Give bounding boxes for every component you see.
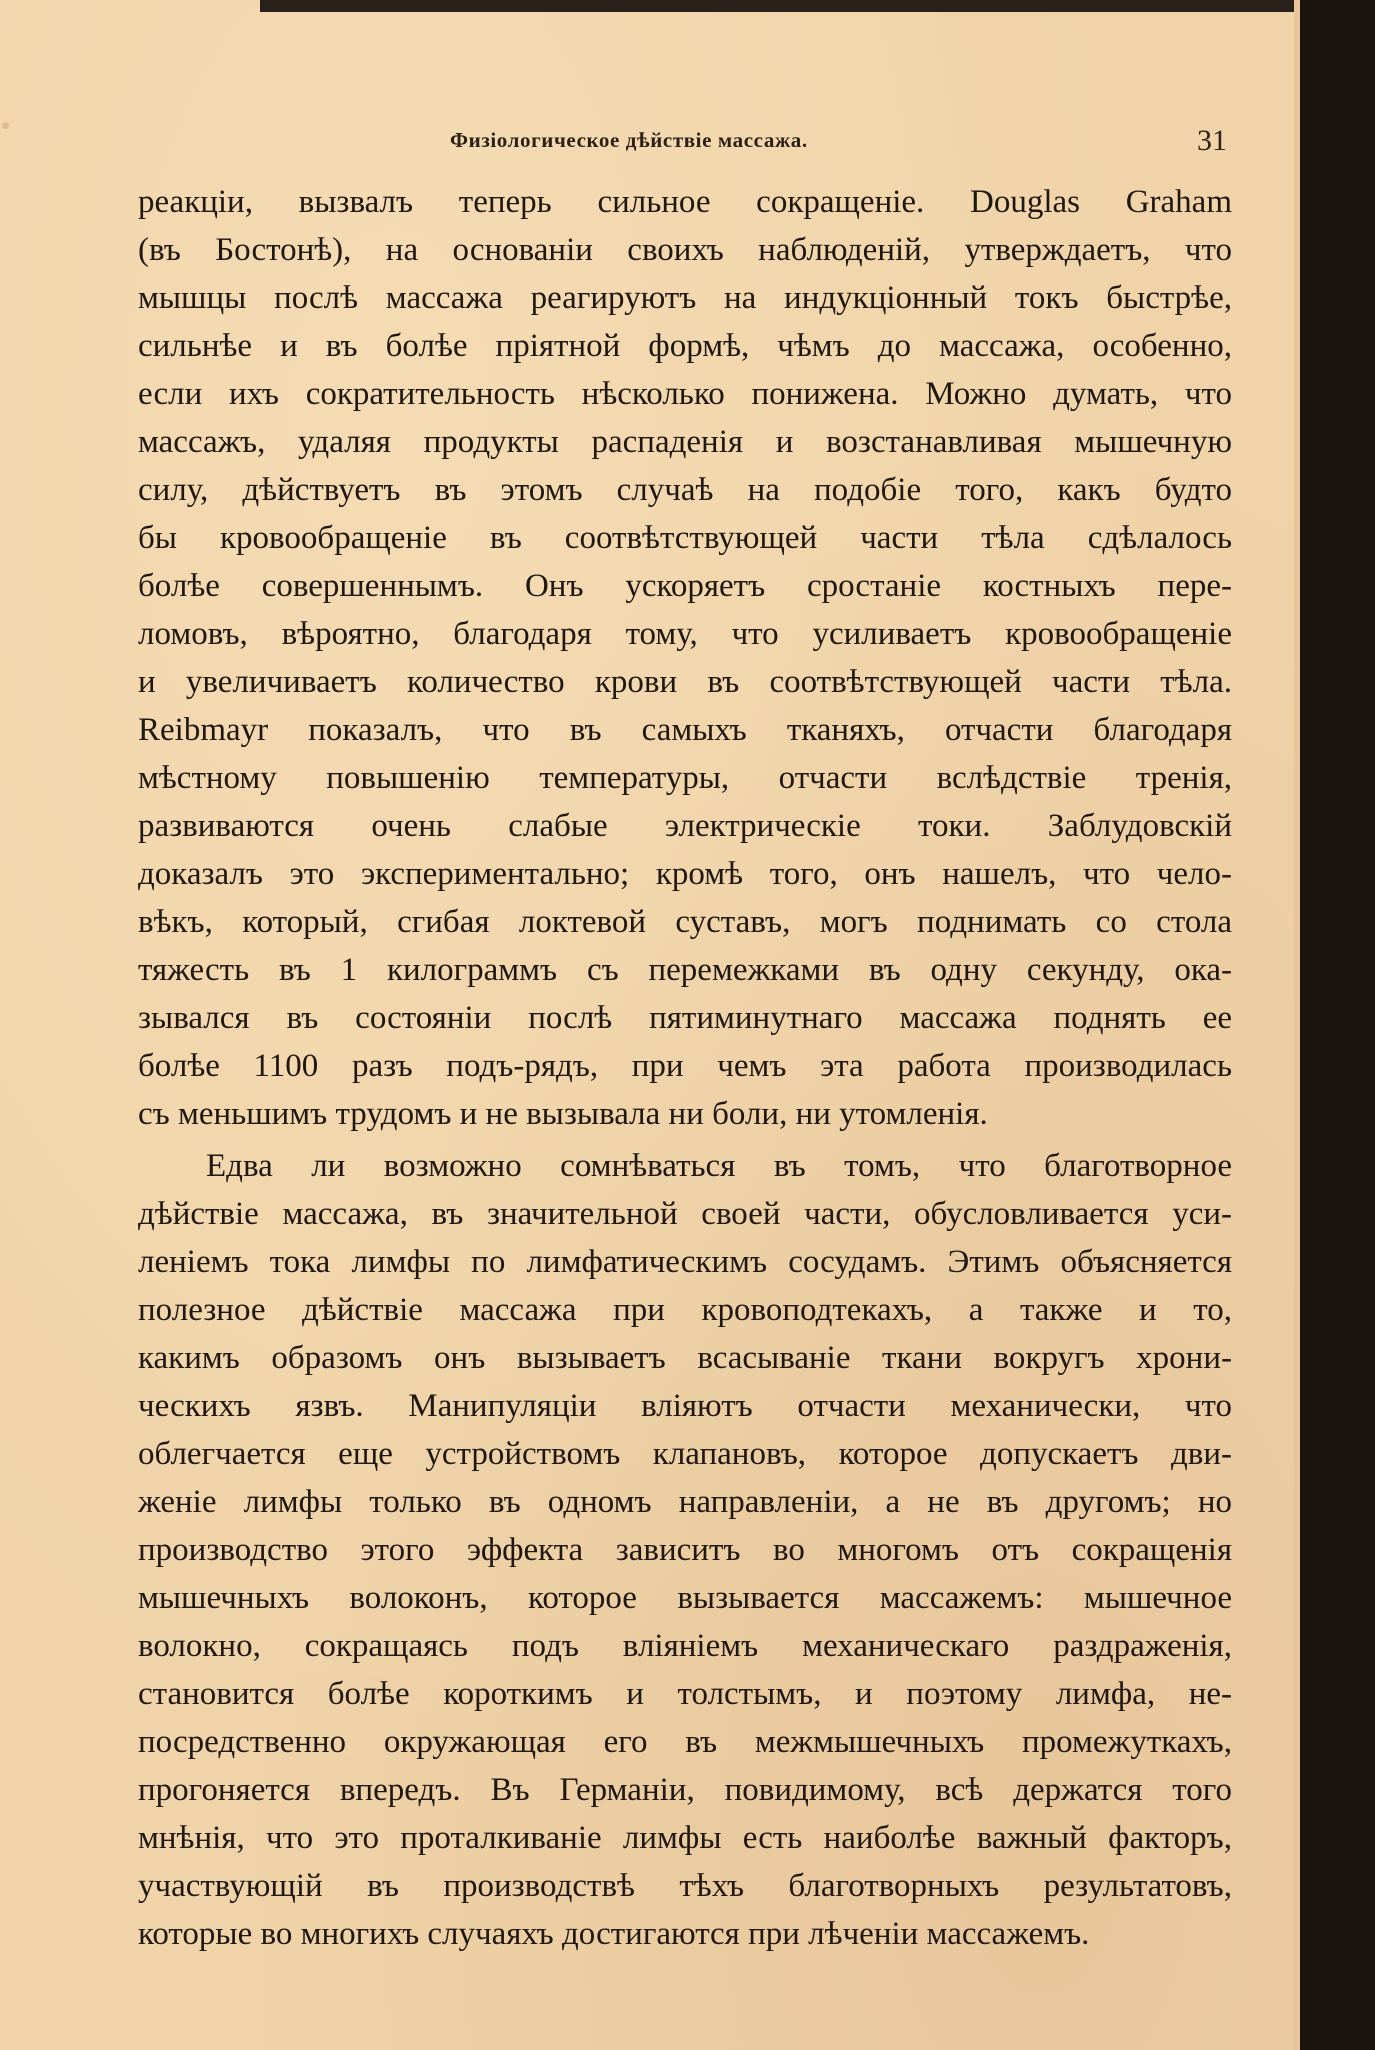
text-line: полезное дѣйствiе массажа при кровоподтекахъ, а также и то, <box>138 1292 1232 1328</box>
text-line: ленiемъ тока лимфы по лимфатическимъ сосудамъ. Этимъ объясняется <box>138 1244 1232 1280</box>
text-line: какимъ образомъ онъ вызываетъ всасыванiе ткани вокругъ хрони- <box>138 1340 1232 1376</box>
text-line: женiе лимфы только въ одномъ направленiи, а не въ другомъ; но <box>138 1484 1232 1520</box>
text-line: мышечныхъ волоконъ, которое вызывается массажемъ: мышечное <box>138 1580 1232 1616</box>
body-text <box>138 178 1232 1958</box>
text-line: участвующiй въ производствѣ тѣхъ благотворныхъ результатовъ, <box>138 1868 1232 1904</box>
text-line: тяжесть въ 1 килограммъ съ перемежками въ одну секунду, ока- <box>138 952 1232 988</box>
text-line: вѣкъ, который, сгибая локтевой суставъ, могъ поднимать со стола <box>138 904 1232 940</box>
text-line: Reibmayr показалъ, что въ самыхъ тканяхъ, отчасти благодаря <box>138 712 1232 748</box>
text-line: реакцiи, вызвалъ теперь сильное сокращенiе. Douglas Graham <box>138 184 1232 220</box>
text-line: сильнѣе и въ болѣе прiятной формѣ, чѣмъ до массажа, особенно, <box>138 328 1232 364</box>
text-line: дѣйствiе массажа, въ значительной своей части, обусловливается уси- <box>138 1196 1232 1232</box>
text-line: которые во многихъ случаяхъ достигаются при лѣченiи массажемъ. <box>138 1916 1090 1952</box>
text-line: производство этого эффекта зависитъ во многомъ отъ сокращенiя <box>138 1532 1232 1568</box>
text-line: облегчается еще устройствомъ клапановъ, которое допускаетъ дви- <box>138 1436 1232 1472</box>
text-line: если ихъ сократительность нѣсколько понижена. Можно думать, что <box>138 376 1232 412</box>
text-line: прогоняется впередъ. Въ Германiи, повидимому, всѣ держатся того <box>138 1772 1232 1808</box>
paper-spot <box>2 122 9 129</box>
text-line: мѣстному повышенiю температуры, отчасти вслѣдствiе тренiя, <box>138 760 1232 796</box>
page-right-edge <box>1294 0 1300 2050</box>
page-top-shadow <box>260 0 1300 12</box>
text-line: развиваются очень слабые электрическiе токи. Заблудовскiй <box>138 808 1232 844</box>
text-line: и увеличиваетъ количество крови въ соотвѣтствующей части тѣла. <box>138 664 1232 700</box>
text-line: мнѣнiя, что это проталкиванiе лимфы есть наиболѣе важный факторъ, <box>138 1820 1232 1856</box>
text-line: силу, дѣйствуетъ въ этомъ случаѣ на подобiе того, какъ будто <box>138 472 1232 508</box>
text-line: мышцы послѣ массажа реагируютъ на индукцiонный токъ быстрѣе, <box>138 280 1232 316</box>
text-line: Едва ли возможно сомнѣваться въ томъ, что благотворное <box>206 1148 1232 1184</box>
text-line: (въ Бостонѣ), на основанiи своихъ наблюденiй, утверждаетъ, что <box>138 232 1232 268</box>
text-line: съ меньшимъ трудомъ и не вызывала ни боли, ни утомленiя. <box>138 1096 988 1132</box>
text-line: болѣе 1100 разъ подъ-рядъ, при чемъ эта работа производилась <box>138 1048 1232 1084</box>
text-line: волокно, сокращаясь подъ влiянiемъ механическаго раздраженiя, <box>138 1628 1232 1664</box>
paragraph-1 <box>138 178 1232 1138</box>
running-title: Физiологическое дѣйствiе массажа. <box>450 128 808 152</box>
text-line: бы кровообращенiе въ соотвѣтствующей части тѣла сдѣлалось <box>138 520 1232 556</box>
paragraph-2 <box>138 1142 1232 1958</box>
text-line: ломовъ, вѣроятно, благодаря тому, что усиливаетъ кровообращенiе <box>138 616 1232 652</box>
text-line: посредственно окружающая его въ межмышечныхъ промежуткахъ, <box>138 1724 1232 1760</box>
text-line: массажъ, удаляя продукты распаденiя и возстанавливая мышечную <box>138 424 1232 460</box>
text-line: ческихъ язвъ. Манипуляцiи влiяютъ отчасти механически, что <box>138 1388 1232 1424</box>
text-line: болѣе совершеннымъ. Онъ ускоряетъ сростанiе костныхъ пере- <box>138 568 1232 604</box>
text-line: становится болѣе короткимъ и толстымъ, и поэтому лимфа, не- <box>138 1676 1232 1712</box>
text-line: зывался въ состоянiи послѣ пятиминутнаго массажа поднять ее <box>138 1000 1232 1036</box>
text-line: доказалъ это экспериментально; кромѣ того, онъ нашелъ, что чело- <box>138 856 1232 892</box>
page-number: 31 <box>1197 124 1227 157</box>
